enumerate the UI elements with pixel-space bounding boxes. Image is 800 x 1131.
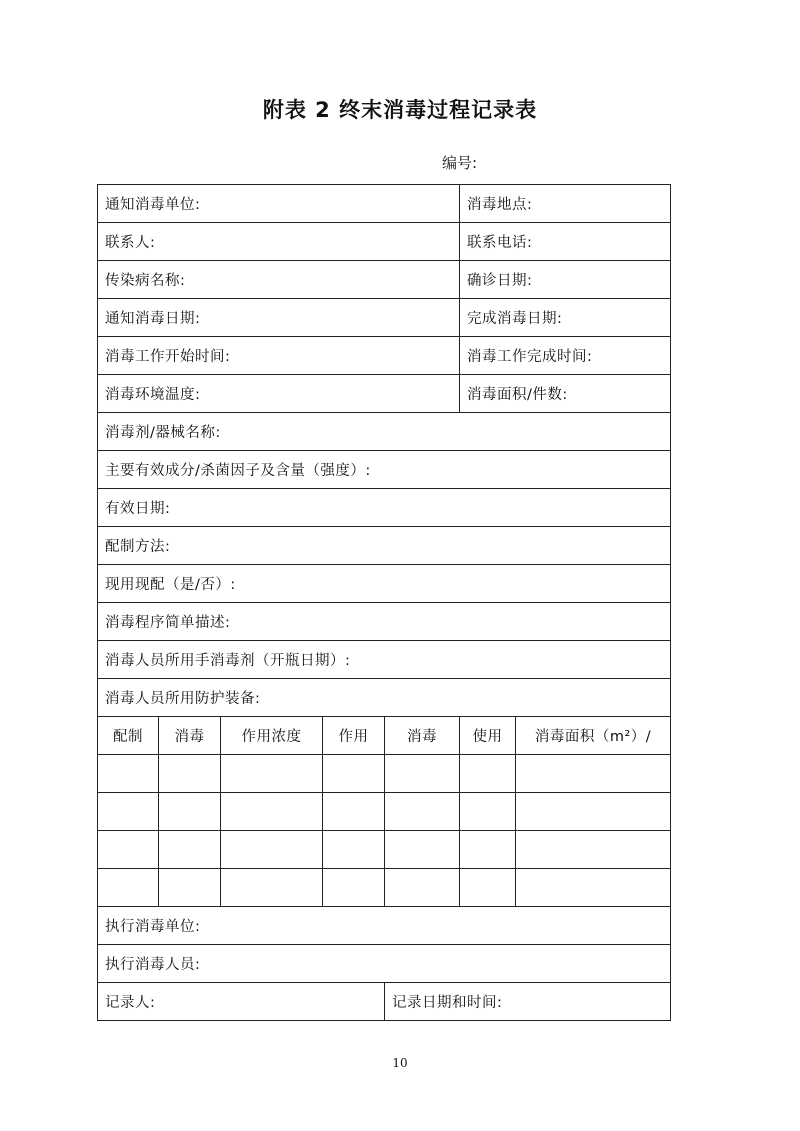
grid-header-disinfect: 消毒 — [159, 717, 221, 755]
grid-cell[interactable] — [516, 869, 671, 907]
grid-header-prep: 配制 — [98, 717, 159, 755]
grid-header-disinfect-2: 消毒 — [385, 717, 460, 755]
exec-unit-field[interactable]: 执行消毒单位: — [98, 907, 671, 945]
table-row — [98, 261, 671, 299]
grid-header-use: 使用 — [460, 717, 516, 755]
grid-cell[interactable] — [460, 831, 516, 869]
table-row — [98, 983, 671, 1021]
table-row — [98, 489, 671, 527]
table-row — [98, 907, 671, 945]
grid-cell[interactable] — [516, 793, 671, 831]
serial-number-label: 编号: — [442, 154, 478, 172]
table-row — [98, 565, 671, 603]
disinfection-record-table — [97, 184, 671, 1021]
table-row — [98, 527, 671, 565]
grid-cell[interactable] — [385, 869, 460, 907]
grid-cell[interactable] — [323, 793, 385, 831]
grid-cell[interactable] — [98, 755, 159, 793]
prepared-now-field[interactable]: 现用现配（是/否）: — [98, 565, 671, 603]
grid-data-row — [98, 793, 671, 831]
grid-cell[interactable] — [323, 869, 385, 907]
diagnosis-date-field[interactable]: 确诊日期: — [460, 261, 671, 299]
grid-cell[interactable] — [159, 793, 221, 831]
grid-cell[interactable] — [516, 755, 671, 793]
table-row — [98, 413, 671, 451]
table-row — [98, 945, 671, 983]
grid-data-row — [98, 831, 671, 869]
grid-cell[interactable] — [221, 793, 323, 831]
table-row — [98, 451, 671, 489]
grid-cell[interactable] — [98, 831, 159, 869]
table-row — [98, 603, 671, 641]
table-row — [98, 641, 671, 679]
record-datetime-field[interactable]: 记录日期和时间: — [385, 983, 671, 1021]
contact-phone-field[interactable]: 联系电话: — [460, 223, 671, 261]
grid-cell[interactable] — [385, 755, 460, 793]
grid-cell[interactable] — [460, 793, 516, 831]
grid-cell[interactable] — [323, 755, 385, 793]
table-row — [98, 185, 671, 223]
grid-cell[interactable] — [159, 869, 221, 907]
grid-cell[interactable] — [221, 755, 323, 793]
notify-date-field[interactable]: 通知消毒日期: — [98, 299, 460, 337]
grid-cell[interactable] — [516, 831, 671, 869]
area-count-field[interactable]: 消毒面积/件数: — [460, 375, 671, 413]
table-row — [98, 679, 671, 717]
grid-cell[interactable] — [98, 869, 159, 907]
grid-cell[interactable] — [221, 831, 323, 869]
prep-method-field[interactable]: 配制方法: — [98, 527, 671, 565]
exec-personnel-field[interactable]: 执行消毒人员: — [98, 945, 671, 983]
grid-cell[interactable] — [460, 755, 516, 793]
notify-unit-field[interactable]: 通知消毒单位: — [98, 185, 460, 223]
grid-cell[interactable] — [221, 869, 323, 907]
recorder-field[interactable]: 记录人: — [98, 983, 385, 1021]
main-component-field[interactable]: 主要有效成分/杀菌因子及含量（强度）: — [98, 451, 671, 489]
disease-name-field[interactable]: 传染病名称: — [98, 261, 460, 299]
contact-person-field[interactable]: 联系人: — [98, 223, 460, 261]
agent-name-field[interactable]: 消毒剂/器械名称: — [98, 413, 671, 451]
grid-header-row — [98, 717, 671, 755]
protective-equipment-field[interactable]: 消毒人员所用防护装备: — [98, 679, 671, 717]
grid-data-row — [98, 869, 671, 907]
table-row — [98, 223, 671, 261]
grid-cell[interactable] — [323, 831, 385, 869]
grid-header-concentration: 作用浓度 — [221, 717, 323, 755]
work-complete-time-field[interactable]: 消毒工作完成时间: — [460, 337, 671, 375]
grid-cell[interactable] — [98, 793, 159, 831]
grid-cell[interactable] — [159, 831, 221, 869]
table-row — [98, 337, 671, 375]
hand-disinfectant-field[interactable]: 消毒人员所用手消毒剂（开瓶日期）: — [98, 641, 671, 679]
env-temperature-field[interactable]: 消毒环境温度: — [98, 375, 460, 413]
grid-cell[interactable] — [460, 869, 516, 907]
grid-cell[interactable] — [385, 831, 460, 869]
grid-cell[interactable] — [159, 755, 221, 793]
procedure-desc-field[interactable]: 消毒程序简单描述: — [98, 603, 671, 641]
grid-header-area: 消毒面积（m²）/ — [516, 717, 671, 755]
complete-date-field[interactable]: 完成消毒日期: — [460, 299, 671, 337]
page-title: 附表 2 终末消毒过程记录表 — [262, 98, 538, 122]
table-row — [98, 375, 671, 413]
page-number: 10 — [392, 1056, 408, 1070]
grid-header-action: 作用 — [323, 717, 385, 755]
disinfect-location-field[interactable]: 消毒地点: — [460, 185, 671, 223]
work-start-time-field[interactable]: 消毒工作开始时间: — [98, 337, 460, 375]
grid-cell[interactable] — [385, 793, 460, 831]
grid-data-row — [98, 755, 671, 793]
table-row — [98, 299, 671, 337]
valid-date-field[interactable]: 有效日期: — [98, 489, 671, 527]
